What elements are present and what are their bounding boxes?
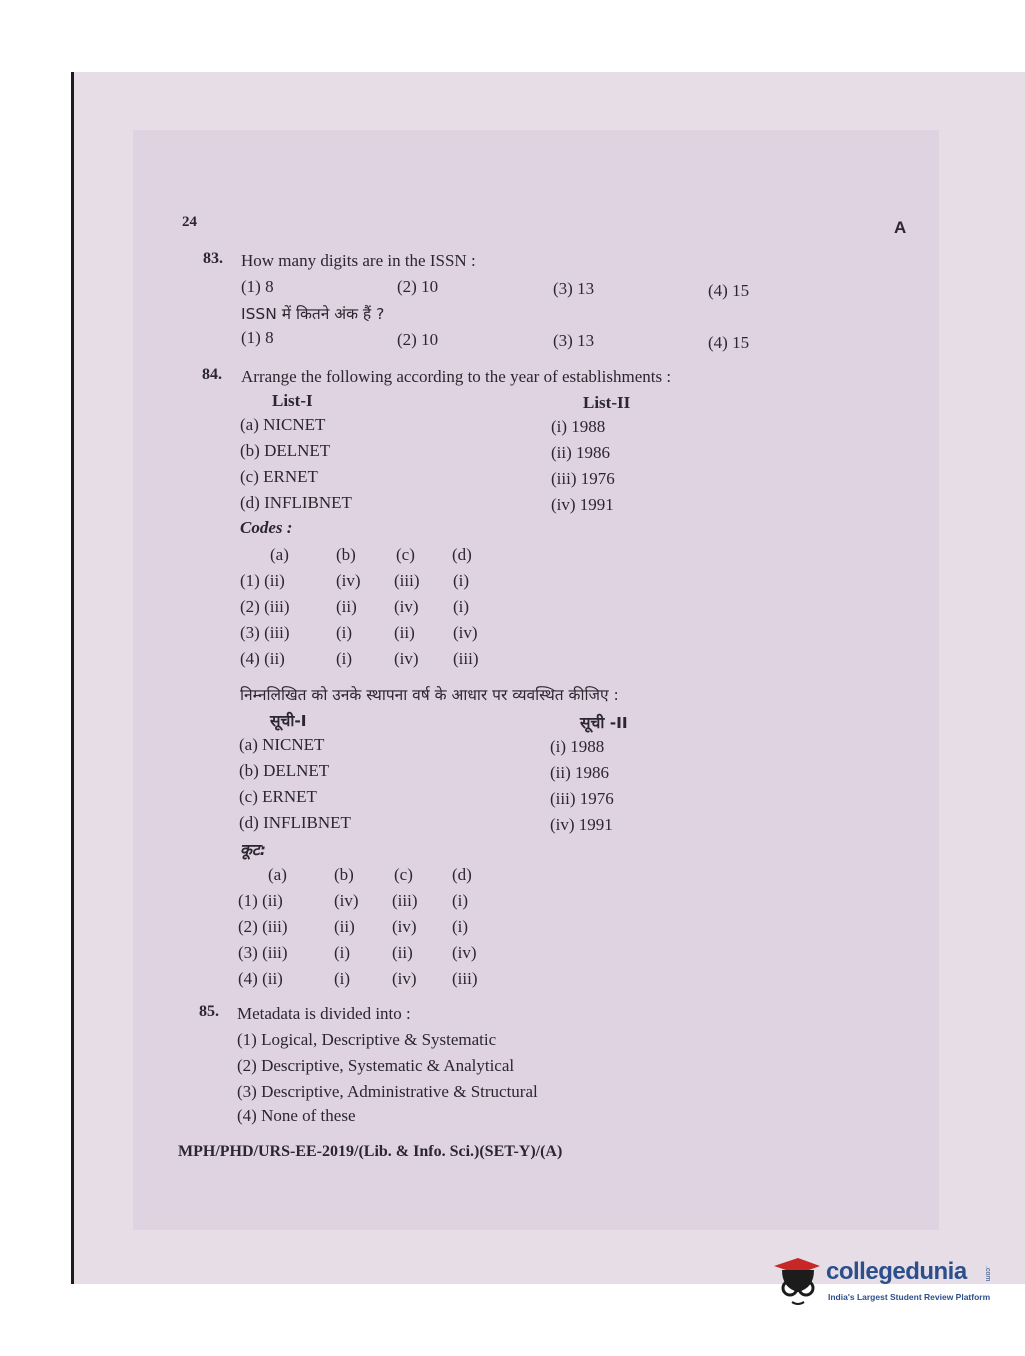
- code-row-2-d: (i): [453, 597, 470, 616]
- code-row-2-label: (2) (iii): [240, 597, 290, 616]
- code-row-2-hindi-d: (i): [452, 917, 469, 936]
- code-row-3-label: (3) (iii): [240, 623, 290, 642]
- code-row-1-hindi-b: (iv): [334, 891, 359, 910]
- q85-option-1: (1) Logical, Descriptive & Systematic: [237, 1030, 497, 1049]
- brand-suffix: .com: [984, 1266, 991, 1282]
- code-row-1-d: (i): [453, 571, 470, 590]
- list-1-hindi-item-d: (d) INFLIBNET: [239, 813, 351, 832]
- list-1-item-c: (c) ERNET: [240, 467, 318, 486]
- list-1-header: List-I: [272, 391, 313, 410]
- code-col-b-hindi: (b): [334, 865, 354, 884]
- graduate-mascot-icon: [768, 1252, 824, 1308]
- q85-option-4: (4) None of these: [237, 1106, 356, 1125]
- code-row-3-d: (iv): [453, 623, 478, 642]
- code-row-3-hindi-b: (i): [334, 943, 351, 962]
- brand-tagline: India's Largest Student Review Platform: [828, 1292, 991, 1302]
- code-row-3-hindi-d: (iv): [452, 943, 477, 962]
- list-2-item-ii: (ii) 1986: [551, 443, 611, 462]
- q83-option-3: (3) 13: [553, 279, 595, 298]
- question-84-number: 84.: [202, 366, 222, 383]
- list-1-hindi-item-c: (c) ERNET: [239, 787, 317, 806]
- code-col-a-hindi: (a): [268, 865, 287, 884]
- code-row-4-hindi-c: (iv): [392, 969, 417, 988]
- list-1-item-a: (a) NICNET: [240, 415, 326, 434]
- code-row-3-b: (i): [336, 623, 353, 642]
- code-row-4-label: (4) (ii): [240, 649, 285, 668]
- code-row-1-label: (1) (ii): [240, 571, 285, 590]
- list-2-item-i: (i) 1988: [551, 417, 606, 436]
- code-col-c-hindi: (c): [394, 865, 413, 884]
- list-2-hindi-item-iv: (iv) 1991: [550, 815, 613, 834]
- question-83-text-hindi: ISSN में कितने अंक हैं ?: [241, 305, 385, 323]
- list-1-item-d: (d) INFLIBNET: [240, 493, 352, 512]
- q83-option-2: (2) 10: [397, 277, 439, 296]
- question-83-text: How many digits are in the ISSN :: [241, 251, 476, 270]
- page-number: 24: [182, 214, 197, 230]
- list-1-hindi-item-b: (b) DELNET: [239, 761, 330, 780]
- q83-option-1: (1) 8: [241, 277, 274, 296]
- q83-option-3-hindi: (3) 13: [553, 331, 595, 350]
- brand-name: collegedunia: [826, 1258, 967, 1285]
- paper-code-footer: MPH/PHD/URS-EE-2019/(Lib. & Info. Sci.)(SET-Y)/(A): [178, 1143, 563, 1160]
- code-row-4-d: (iii): [453, 649, 479, 668]
- code-row-4-c: (iv): [394, 649, 419, 668]
- set-letter: A: [894, 218, 907, 237]
- question-85-number: 85.: [199, 1003, 219, 1020]
- code-row-2-b: (ii): [336, 597, 357, 616]
- code-col-b: (b): [336, 545, 356, 564]
- list-1-hindi-item-a: (a) NICNET: [239, 735, 325, 754]
- question-85-text: Metadata is divided into :: [237, 1004, 411, 1023]
- code-col-a: (a): [270, 545, 289, 564]
- code-row-4-hindi-label: (4) (ii): [238, 969, 283, 988]
- code-row-1-c: (iii): [394, 571, 420, 590]
- list-2-header: List-II: [583, 393, 631, 412]
- code-row-1-hindi-c: (iii): [392, 891, 418, 910]
- question-84-text: Arrange the following according to the year of establishments :: [241, 367, 672, 386]
- list-2-item-iv: (iv) 1991: [551, 495, 614, 514]
- list-2-header-hindi: सूची -II: [580, 714, 628, 732]
- q83-option-4-hindi: (4) 15: [708, 333, 750, 352]
- code-row-3-hindi-c: (ii): [392, 943, 413, 962]
- q85-option-3: (3) Descriptive, Administrative & Structural: [237, 1082, 538, 1101]
- codes-label-hindi: कूट:: [240, 841, 266, 859]
- code-row-1-hindi-label: (1) (ii): [238, 891, 283, 910]
- list-2-hindi-item-i: (i) 1988: [550, 737, 605, 756]
- code-row-4-hindi-b: (i): [334, 969, 351, 988]
- q83-option-2-hindi: (2) 10: [397, 330, 439, 349]
- list-1-item-b: (b) DELNET: [240, 441, 331, 460]
- code-col-c: (c): [396, 545, 415, 564]
- list-1-header-hindi: सूची-I: [270, 712, 307, 730]
- code-row-4-b: (i): [336, 649, 353, 668]
- question-83-number: 83.: [203, 250, 223, 267]
- code-row-4-hindi-d: (iii): [452, 969, 478, 988]
- code-row-3-hindi-label: (3) (iii): [238, 943, 288, 962]
- list-2-hindi-item-ii: (ii) 1986: [550, 763, 610, 782]
- codes-label: Codes :: [240, 518, 293, 537]
- q83-option-4: (4) 15: [708, 281, 750, 300]
- code-col-d: (d): [452, 545, 472, 564]
- code-row-2-hindi-label: (2) (iii): [238, 917, 288, 936]
- question-84-text-hindi: निम्नलिखित को उनके स्थापना वर्ष के आधार पर व्यवस्थित कीजिए :: [240, 686, 619, 704]
- code-row-1-b: (iv): [336, 571, 361, 590]
- code-col-d-hindi: (d): [452, 865, 472, 884]
- code-row-2-hindi-b: (ii): [334, 917, 355, 936]
- list-2-hindi-item-iii: (iii) 1976: [550, 789, 614, 808]
- list-2-item-iii: (iii) 1976: [551, 469, 615, 488]
- collegedunia-logo: [768, 1252, 1000, 1312]
- code-row-3-c: (ii): [394, 623, 415, 642]
- code-row-2-c: (iv): [394, 597, 419, 616]
- q85-option-2: (2) Descriptive, Systematic & Analytical: [237, 1056, 515, 1075]
- scan-edge-line: [71, 72, 74, 1284]
- code-row-2-hindi-c: (iv): [392, 917, 417, 936]
- q83-option-1-hindi: (1) 8: [241, 328, 274, 347]
- code-row-1-hindi-d: (i): [452, 891, 469, 910]
